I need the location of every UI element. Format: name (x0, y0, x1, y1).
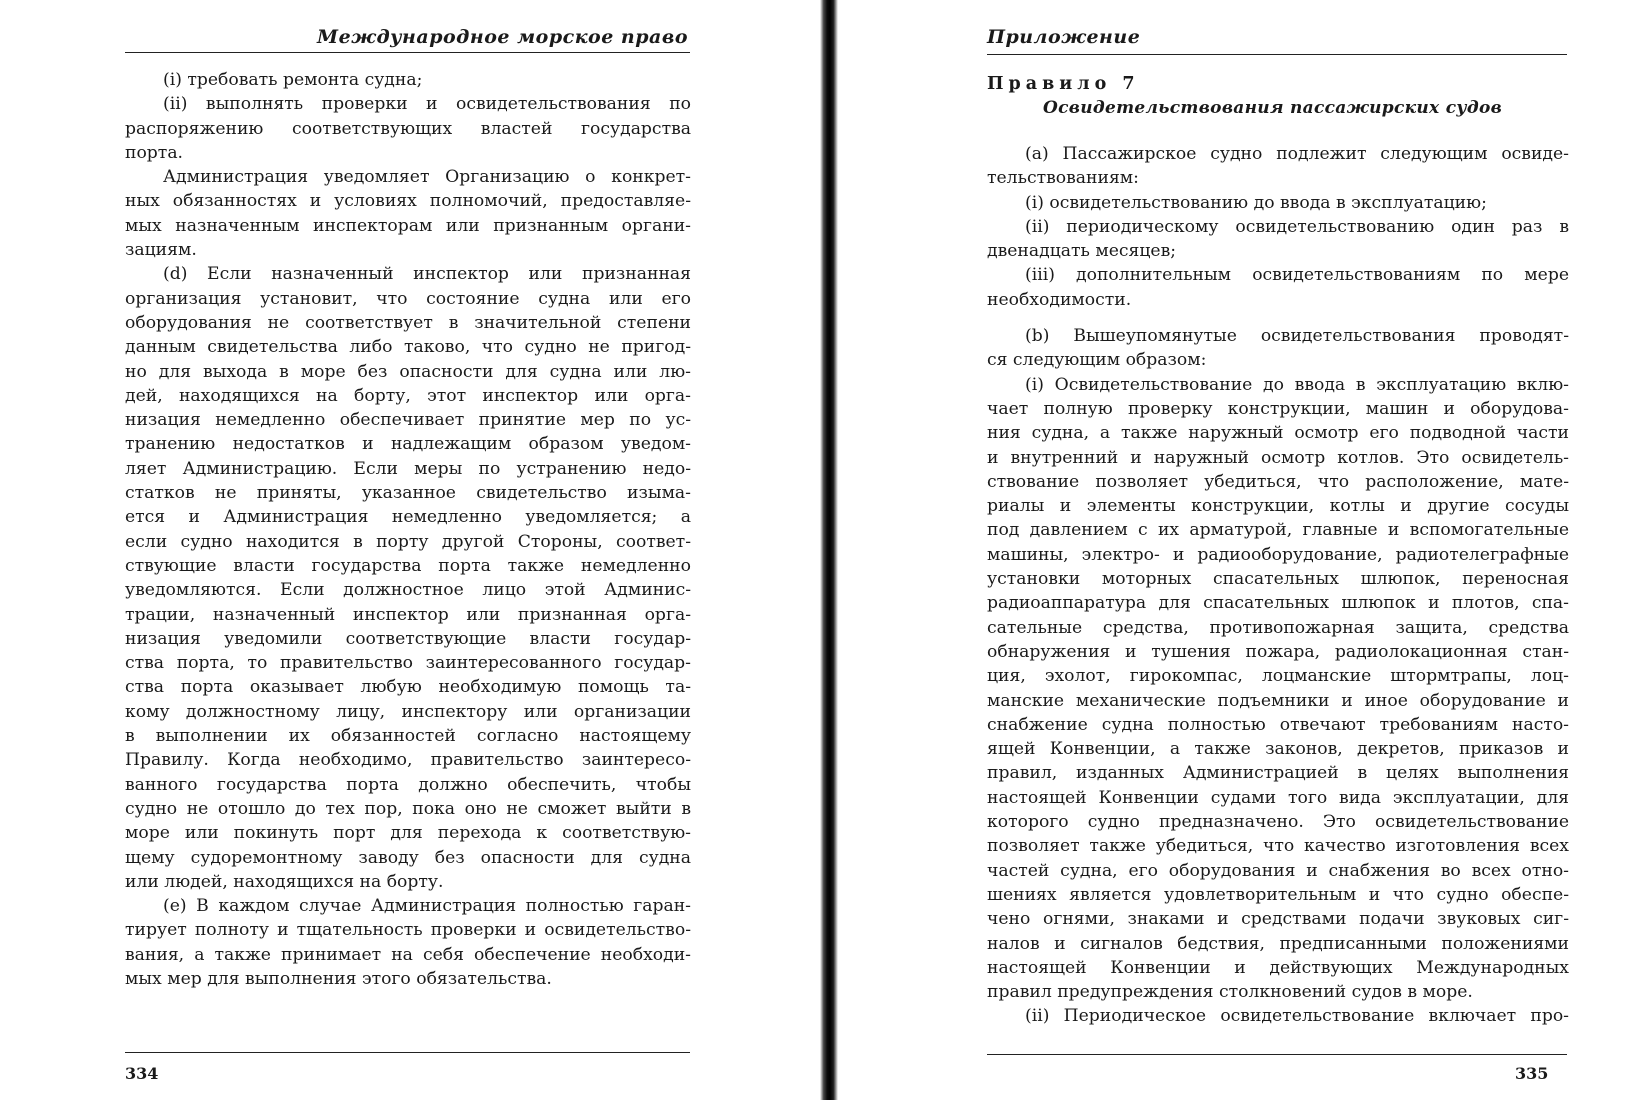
text-line: трации, назначенный инспектор или признанная орга- (125, 604, 691, 625)
text-line: статков не приняты, указанное свидетельство изыма- (125, 483, 691, 504)
text-line: уведомляются. Если должностное лицо этой Админис- (125, 580, 691, 601)
text-line: обнаружения и тушения пожара, радиолокационная стан- (987, 641, 1569, 662)
page-number: 334 (125, 1064, 159, 1083)
body-text (125, 68, 691, 991)
text-line: море или покинуть порт для перехода к соответствую- (125, 823, 691, 844)
text-line: Администрация уведомляет Организацию о конкрет- (163, 167, 691, 188)
text-line: или людей, находящихся на борту. (125, 871, 444, 892)
rule-subtitle: Освидетельствования пассажирских судов (1043, 98, 1503, 118)
text-line: оборудования не соответствует в значительной степени (125, 312, 691, 333)
text-line: (i) Освидетельствование до ввода в эксплуатацию вклю- (1025, 374, 1569, 395)
text-line: частей судна, его оборудования и снабжения во всех отно- (987, 860, 1569, 881)
text-line: (ii) Периодическое освидетельствование включает про- (1025, 1006, 1569, 1027)
text-line: (ii) выполнять проверки и освидетельствования по (163, 94, 691, 115)
text-line: снабжение судна полностью отвечают требованиям насто- (987, 714, 1569, 735)
footer-rule (125, 1052, 690, 1053)
text-line: организация установит, что состояние судна или его (125, 288, 691, 309)
text-line: ствующие власти государства порта также немедленно (125, 555, 691, 576)
text-line: сательные средства, противопожарная защита, средства (987, 617, 1569, 638)
text-line: порта. (125, 142, 184, 163)
running-header: Приложение (987, 26, 1141, 48)
paragraph-gap (987, 312, 1569, 324)
text-line: ется и Администрация немедленно уведомляется; а (125, 507, 691, 528)
text-line: ся следующим образом: (987, 350, 1207, 371)
text-line: ящей Конвенции, а также законов, декретов, приказов и (987, 739, 1569, 760)
text-line: кому должностному лицу, инспектору или организации (125, 701, 691, 722)
text-line: если судно находится в порту другой Стороны, соответ- (125, 531, 691, 552)
text-line: мых мер для выполнения этого обязательства. (125, 968, 552, 989)
text-line: (а) Пассажирское судно подлежит следующим освиде- (1025, 144, 1569, 164)
text-line: распоряжению соответствующих властей государства (125, 118, 691, 139)
text-line: машины, электро- и радиооборудование, радиотелеграфные (987, 544, 1569, 565)
text-line: (d) Если назначенный инспектор или признанная (163, 264, 691, 285)
text-line: налов и сигналов бедствия, предписанными положениями (987, 933, 1569, 954)
text-line: низация немедленно обеспечивает принятие мер по ус- (125, 410, 691, 431)
body-text (987, 142, 1569, 1029)
text-line: ния судна, а также наружный осмотр его подводной части (987, 423, 1569, 444)
text-line: установки моторных спасательных шлюпок, переносная (987, 569, 1569, 590)
text-line: зациям. (125, 240, 197, 261)
footer-rule (987, 1054, 1567, 1055)
text-line: настоящей Конвенции и действующих Международных (987, 957, 1569, 978)
text-line: (i) освидетельствованию до ввода в эксплуатацию; (1025, 192, 1487, 213)
page-number: 335 (1515, 1064, 1549, 1083)
text-line: правил, изданных Администрацией в целях выполнения (987, 763, 1569, 784)
text-line: данным свидетельства либо таково, что судно не пригод- (125, 337, 691, 358)
text-line: ства порта, то правительство заинтересованного государ- (125, 653, 691, 674)
text-line: ция, эхолот, гирокомпас, лоцманские штормтрапы, лоц- (987, 666, 1569, 687)
text-line: и внутренний и наружный осмотр котлов. Это освидетель- (987, 447, 1569, 468)
text-line: настоящей Конвенции судами того вида эксплуатации, для (987, 787, 1569, 808)
text-line: (b) Вышеупомянутые освидетельствования проводят- (1025, 326, 1569, 347)
text-line: ляет Администрацию. Если меры по устранению недо- (125, 458, 691, 479)
text-line: судно не отошло до тех пор, пока оно не сможет выйти в (125, 798, 691, 819)
text-line: позволяет также убедиться, что качество изготовления всех (987, 836, 1569, 857)
rule-title: Правило 7 (987, 74, 1140, 94)
right-page (835, 0, 1646, 1100)
text-line: риалы и элементы конструкции, котлы и другие сосуды (987, 496, 1569, 517)
text-line: транению недостатков и надлежащим образом уведом- (125, 434, 691, 455)
text-line: (е) В каждом случае Администрация полностью гаран- (163, 896, 691, 917)
text-line: (ii) периодическому освидетельствованию один раз в (1025, 216, 1569, 237)
text-line: вания, а также принимает на себя обеспечение необходи- (125, 944, 691, 965)
text-line: правил предупреждения столкновений судов в море. (987, 982, 1473, 1003)
text-line: тельствованиям: (987, 168, 1139, 189)
text-line: двенадцать месяцев; (987, 241, 1177, 262)
left-page (0, 0, 800, 1100)
header-rule (125, 52, 690, 53)
text-line: (i) требовать ремонта судна; (163, 70, 423, 90)
text-line: ства порта оказывает любую необходимую помощь та- (125, 677, 691, 698)
text-line: чено огнями, знаками и средствами подачи звуковых сиг- (987, 909, 1569, 930)
text-line: (iii) дополнительным освидетельствованиям по мере (1025, 265, 1569, 286)
text-line: радиоаппаратура для спасательных шлюпок и плотов, спа- (987, 593, 1569, 614)
text-line: мых назначенным инспекторам или признанным органи- (125, 215, 691, 236)
text-line: низация уведомили соответствующие власти государ- (125, 628, 691, 649)
text-line: которого судно предназначено. Это освидетельствование (987, 812, 1569, 833)
header-rule (987, 54, 1567, 55)
text-line: тирует полноту и тщательность проверки и освидетельство- (125, 920, 691, 941)
running-header: Международное морское право (317, 26, 688, 48)
text-line: Правилу. Когда необходимо, правительство заинтересо- (125, 750, 691, 771)
text-line: необходимости. (987, 289, 1132, 310)
text-line: ных обязанностях и условиях полномочий, предоставляе- (125, 191, 691, 212)
text-line: чает полную проверку конструкции, машин и оборудова- (987, 398, 1569, 419)
text-line: под давлением с их арматурой, главные и вспомогательные (987, 520, 1569, 541)
text-line: в выполнении их обязанностей согласно настоящему (125, 726, 691, 747)
text-line: манские механические подъемники и иное оборудование и (987, 690, 1569, 711)
text-line: шениях является удовлетворительным и что судно обеспе- (987, 884, 1569, 905)
text-line: дей, находящихся на борту, этот инспектор или орга- (125, 385, 691, 406)
text-line: но для выхода в море без опасности для судна или лю- (125, 361, 691, 382)
text-line: ствование позволяет убедиться, что расположение, мате- (987, 471, 1569, 492)
text-line: щему судоремонтному заводу без опасности для судна (125, 847, 691, 868)
text-line: ванного государства порта должно обеспечить, чтобы (125, 774, 691, 795)
